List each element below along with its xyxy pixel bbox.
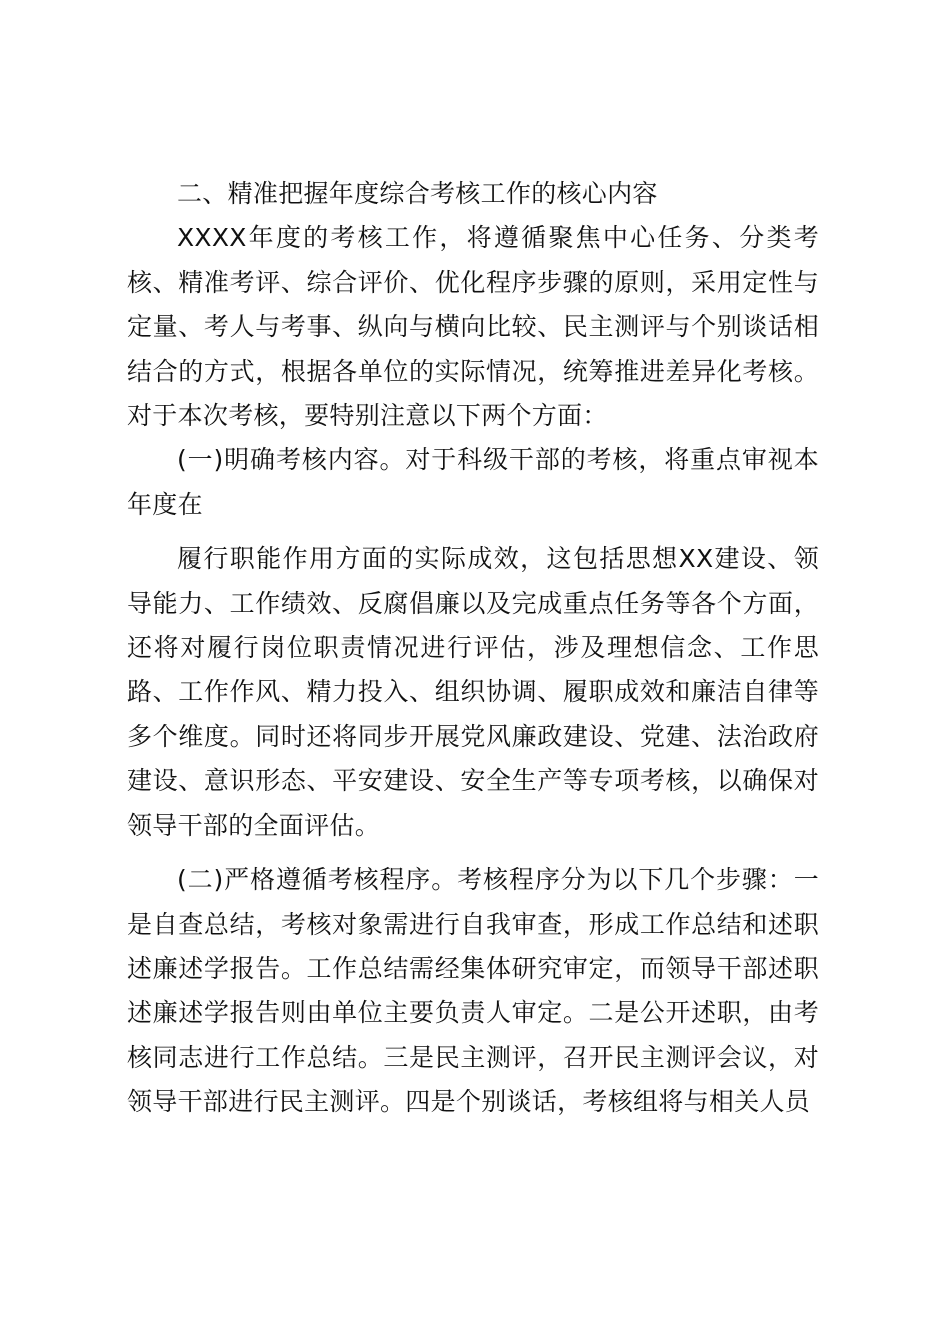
document-body <box>127 172 819 1125</box>
paragraph-content-title: (一)明确考核内容。对于科级干部的考核，将重点审视本年度在 <box>127 445 819 519</box>
paragraph-procedure: (二)严格遵循考核程序。考核程序分为以下几个步骤：一是自查总结，考核对象需进行自我审查，形成工作总结和述职述廉述学报告。工作总结需经集体研究审定，而领导干部述职述廉述学报告则由单位主要负责人审定。二是公开述职，由考核同志进行工作总结。三是民主测评，召开民主测评会议，对领导干部进行民主测评。四是个别谈话，考核组将与相关人员 <box>127 865 819 1117</box>
paragraph-content-detail: 履行职能作用方面的实际成效，这包括思想XX建设、领导能力、工作绩效、反腐倡廉以及完成重点任务等各个方面，还将对履行岗位职责情况进行评估，涉及理想信念、工作思路、工作作风、精力投入、组织协调、履职成效和廉洁自律等多个维度。同时还将同步开展党风廉政建设、党建、法治政府建设、意识形态、平安建设、安全生产等专项考核，以确保对领导干部的全面评估。 <box>127 544 819 840</box>
paragraph-gap <box>127 527 819 537</box>
paragraph-intro: XXXX年度的考核工作，将遵循聚焦中心任务、分类考核、精准考评、综合评价、优化程序步骤的原则，采用定性与定量、考人与考事、纵向与横向比较、民主测评与个别谈话相结合的方式，根据各单位的实际情况，统筹推进差异化考核。对于本次考核，要特别注意以下两个方面： <box>127 223 819 431</box>
section-heading: 二、精准把握年度综合考核工作的核心内容 <box>177 179 658 208</box>
paragraph-gap <box>127 848 819 858</box>
